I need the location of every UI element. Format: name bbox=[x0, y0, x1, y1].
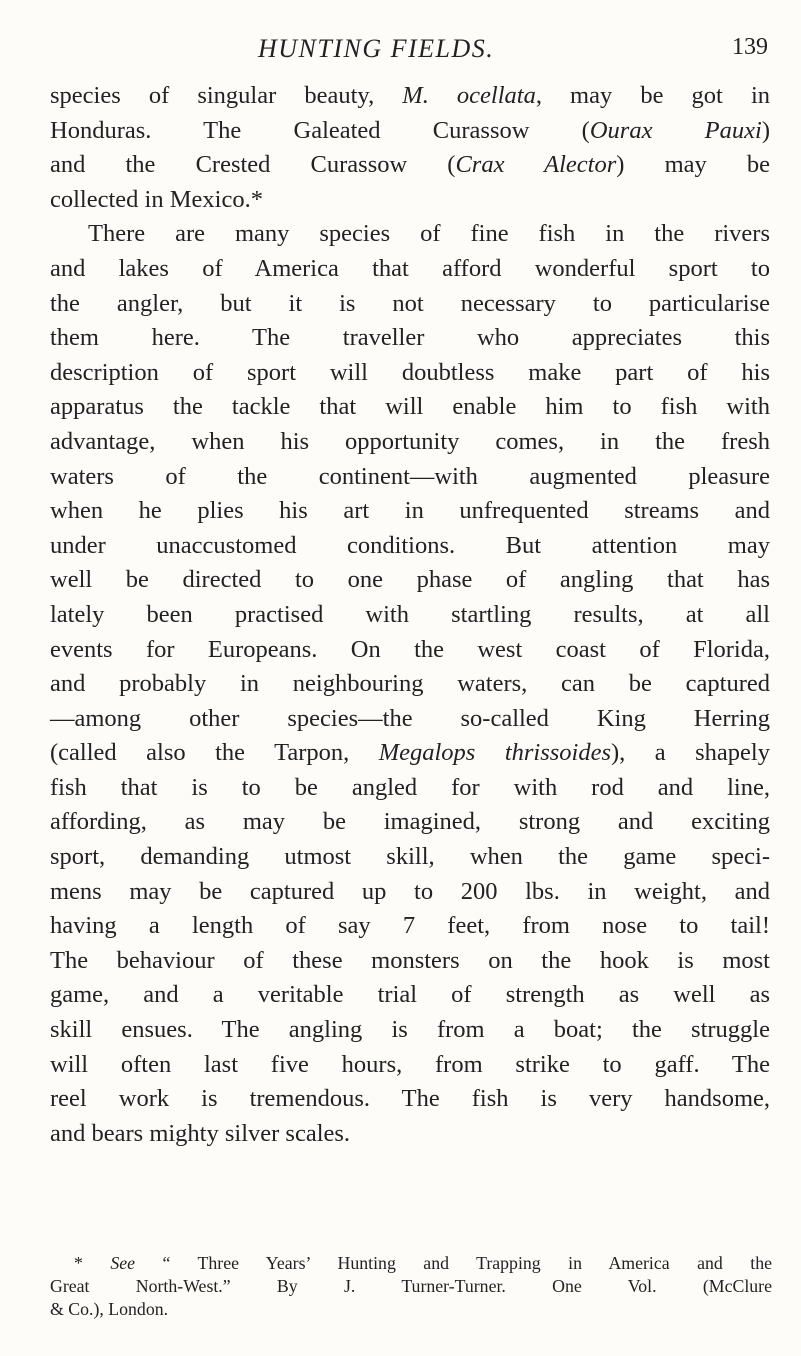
text-line: the angler, but it is not necessary to particularise bbox=[50, 289, 770, 317]
text-line: apparatus the tackle that will enable him to fish with bbox=[50, 393, 770, 421]
text-line: fish that is to be angled for with rod and line, bbox=[50, 773, 770, 801]
text-line: and the Crested Curassow (Crax Alector) may be bbox=[50, 151, 771, 179]
text-line: under unaccustomed conditions. But attention may bbox=[50, 531, 770, 559]
text-line: The behaviour of these monsters on the hook is most bbox=[50, 946, 770, 974]
text-line: reel work is tremendous. The fish is very handsome, bbox=[50, 1085, 770, 1113]
text-line: when he plies his art in unfrequented streams and bbox=[50, 497, 770, 525]
text-line: waters of the continent—with augmented pleasure bbox=[50, 462, 770, 490]
text-line: description of sport will doubtless make part of his bbox=[50, 358, 770, 386]
text-line: them here. The traveller who appreciates this bbox=[50, 324, 770, 352]
footnote bbox=[50, 1252, 772, 1321]
text-line: advantage, when his opportunity comes, in the fresh bbox=[50, 427, 770, 455]
text-line: game, and a veritable trial of strength as well as bbox=[50, 981, 770, 1009]
body-text bbox=[50, 79, 770, 1151]
text-line: and probably in neighbouring waters, can be captured bbox=[50, 670, 770, 698]
text-line: will often last five hours, from strike to gaff. The bbox=[50, 1050, 770, 1078]
text-line: and lakes of America that afford wonderful sport to bbox=[50, 254, 770, 282]
running-head bbox=[0, 30, 801, 66]
text-line: skill ensues. The angling is from a boat; the struggle bbox=[50, 1016, 770, 1044]
text-line: events for Europeans. On the west coast of Florida, bbox=[50, 635, 770, 663]
text-line: Honduras. The Galeated Curassow (Ourax Pauxi) bbox=[50, 116, 771, 144]
text-line: (called also the Tarpon, Megalops thrissoides), a shapely bbox=[50, 739, 770, 767]
footnote-line: * See “ Three Years’ Hunting and Trapping in America and the bbox=[74, 1253, 772, 1273]
text-line: well be directed to one phase of angling that has bbox=[50, 566, 770, 594]
footnote-line: & Co.), London. bbox=[50, 1299, 169, 1319]
text-line: mens may be captured up to 200 lbs. in weight, and bbox=[50, 877, 770, 905]
text-line: There are many species of fine fish in the rivers bbox=[88, 220, 770, 248]
running-title: HUNTING FIELDS. bbox=[258, 34, 495, 63]
page-number: 139 bbox=[732, 34, 768, 60]
text-line: lately been practised with startling results, at all bbox=[50, 600, 770, 628]
footnote-line: Great North-West.” By J. Turner-Turner. One Vol. (McClure bbox=[50, 1276, 772, 1296]
text-line: —among other species—the so-called King Herring bbox=[50, 704, 770, 732]
text-line: and bears mighty silver scales. bbox=[50, 1119, 351, 1147]
text-line: species of singular beauty, M. ocellata, may be got in bbox=[50, 82, 770, 109]
text-line: collected in Mexico.* bbox=[50, 185, 263, 213]
text-line: sport, demanding utmost skill, when the game speci- bbox=[50, 843, 770, 871]
text-line: affording, as may be imagined, strong and exciting bbox=[50, 808, 770, 836]
text-line: having a length of say 7 feet, from nose to tail! bbox=[50, 912, 770, 940]
